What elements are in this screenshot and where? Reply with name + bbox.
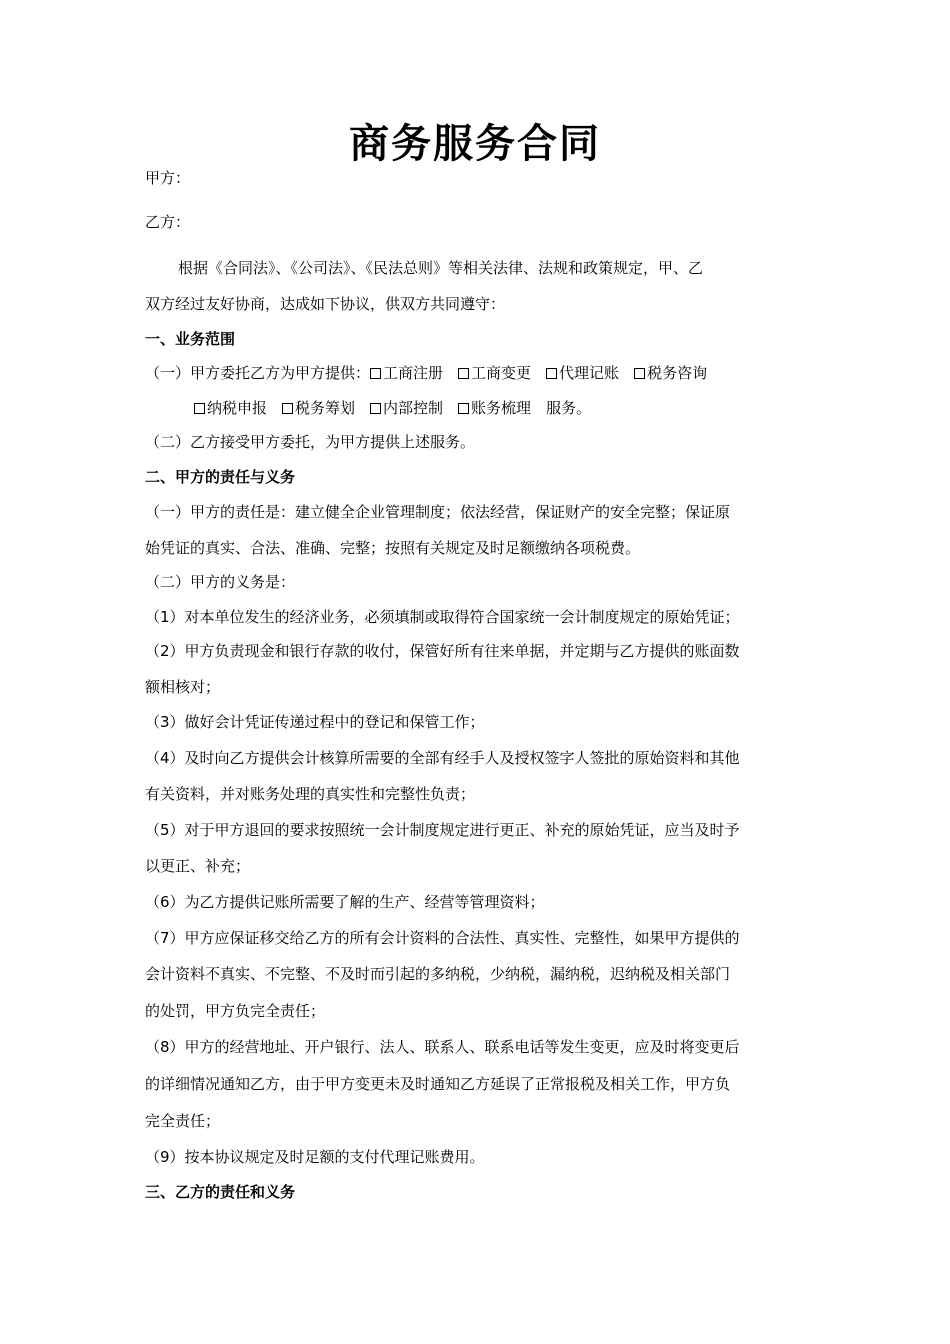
duty-8-line-2: 的详细情况通知乙方，由于甲方变更未及时通知乙方延误了正常报税及相关工作，甲方负 bbox=[145, 1075, 731, 1093]
option-business-registration[interactable]: 工商注册 bbox=[370, 362, 443, 384]
service-options-row-2 bbox=[194, 397, 591, 419]
option-internal-control[interactable]: 内部控制 bbox=[370, 397, 443, 419]
checkbox-icon[interactable] bbox=[282, 403, 293, 414]
duty-5-line-2: 以更正、补充； bbox=[145, 857, 251, 875]
section-1-heading: 一、业务范围 bbox=[145, 330, 236, 348]
checkbox-icon[interactable] bbox=[370, 403, 381, 414]
duty-3: （3）做好会计凭证传递过程中的登记和保管工作； bbox=[145, 713, 485, 731]
duty-2-line-1: （2）甲方负责现金和银行存款的收付，保管好所有往来单据，并定期与乙方提供的账面数 bbox=[145, 642, 740, 660]
option-business-change[interactable]: 工商变更 bbox=[458, 362, 531, 384]
duty-9: （9）按本协议规定及时足额的支付代理记账费用。 bbox=[145, 1148, 485, 1166]
duty-7-line-2: 会计资料不真实、不完整、不及时而引起的多纳税，少纳税，漏纳税，迟纳税及相关部门 bbox=[145, 965, 731, 983]
duty-8-line-1: （8）甲方的经营地址、开户银行、法人、联系人、联系电话等发生变更，应及时将变更后 bbox=[145, 1038, 740, 1056]
duty-6: （6）为乙方提供记账所需要了解的生产、经营等管理资料； bbox=[145, 893, 545, 911]
duty-7-line-3: 的处罚，甲方负完全责任； bbox=[145, 1002, 326, 1020]
duty-8-line-3: 完全责任； bbox=[145, 1112, 221, 1130]
service-item-2: （二）乙方接受甲方委托，为甲方提供上述服务。 bbox=[145, 433, 476, 451]
duty-4-line-1: （4）及时向乙方提供会计核算所需要的全部有经手人及授权签字人签批的原始资料和其他 bbox=[145, 749, 740, 767]
duty-5-line-1: （5）对于甲方退回的要求按照统一会计制度规定进行更正、补充的原始凭证，应当及时予 bbox=[145, 821, 740, 839]
party-a-resp-line-2: 始凭证的真实、合法、准确、完整；按照有关规定及时足额缴纳各项税费。 bbox=[145, 539, 641, 557]
duty-1: （1）对本单位发生的经济业务，必须填制或取得符合国家统一会计制度规定的原始凭证； bbox=[145, 608, 740, 626]
duty-2-line-2: 额相核对； bbox=[145, 678, 221, 696]
document-title: 商务服务合同 bbox=[349, 121, 601, 167]
service-options-row-1 bbox=[145, 362, 722, 384]
section-3-heading: 三、乙方的责任和义务 bbox=[145, 1183, 296, 1201]
checkbox-icon[interactable] bbox=[546, 368, 557, 379]
option-tax-planning[interactable]: 税务筹划 bbox=[282, 397, 355, 419]
party-a-resp-line-1: （一）甲方的责任是：建立健全企业管理制度；依法经营，保证财产的安全完整；保证原 bbox=[145, 503, 731, 521]
party-b-label: 乙方： bbox=[145, 213, 191, 231]
option-tax-consulting[interactable]: 税务咨询 bbox=[634, 362, 707, 384]
duty-4-line-2: 有关资料，并对账务处理的真实性和完整性负责； bbox=[145, 785, 476, 803]
option-tax-filing[interactable]: 纳税申报 bbox=[194, 397, 267, 419]
checkbox-icon[interactable] bbox=[634, 368, 645, 379]
party-a-label: 甲方： bbox=[145, 169, 191, 187]
intro-line-2: 双方经过友好协商，达成如下协议，供双方共同遵守： bbox=[145, 295, 506, 313]
service-item-1-prefix: （一）甲方委托乙方为甲方提供： bbox=[145, 364, 371, 382]
checkbox-icon[interactable] bbox=[194, 403, 205, 414]
section-2-heading: 二、甲方的责任与义务 bbox=[145, 468, 296, 486]
checkbox-icon[interactable] bbox=[458, 403, 469, 414]
party-a-duty-intro: （二）甲方的义务是： bbox=[145, 573, 296, 591]
duty-7-line-1: （7）甲方应保证移交给乙方的所有会计资料的合法性、真实性、完整性，如果甲方提供的 bbox=[145, 929, 740, 947]
service-suffix: 服务。 bbox=[546, 399, 592, 417]
checkbox-icon[interactable] bbox=[458, 368, 469, 379]
option-bookkeeping[interactable]: 代理记账 bbox=[546, 362, 619, 384]
option-account-review[interactable]: 账务梳理 bbox=[458, 397, 531, 419]
checkbox-icon[interactable] bbox=[370, 368, 381, 379]
intro-line-1: 根据《合同法》、《公司法》、《民法总则》等相关法律、法规和政策规定，甲、乙 bbox=[178, 259, 704, 277]
